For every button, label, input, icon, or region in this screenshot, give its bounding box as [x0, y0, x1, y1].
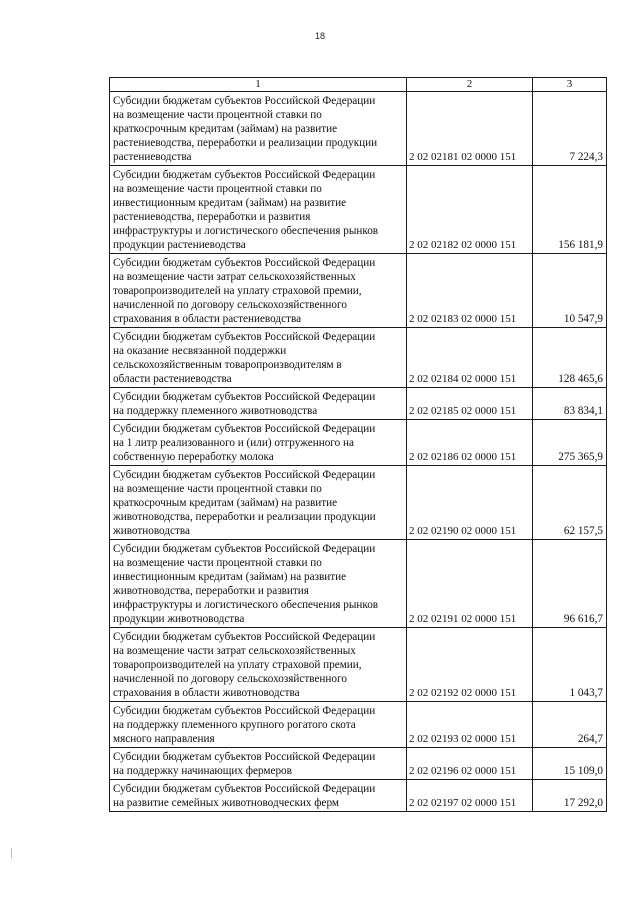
description-line: Субсидии бюджетам субъектов Российской Федерации	[113, 257, 376, 269]
description-line: Субсидии бюджетам субъектов Российской Федерации	[113, 543, 376, 555]
page-number: 18	[314, 31, 325, 41]
row-amount: 83 834,1	[533, 388, 607, 420]
table-row	[110, 420, 607, 466]
row-description	[110, 328, 407, 388]
row-description	[110, 748, 407, 780]
row-code: 2 02 02193 02 0000 151	[407, 702, 533, 748]
row-description	[110, 254, 407, 328]
row-description	[110, 702, 407, 748]
table-row	[110, 254, 607, 328]
row-description	[110, 628, 407, 702]
description-line: мясного направления	[113, 733, 215, 745]
column-header-1: 1	[110, 78, 407, 92]
description-line: товаропроизводителей на уплату страховой премии,	[113, 659, 362, 671]
row-description	[110, 780, 407, 812]
description-line: на возмещение части процентной ставки по	[113, 483, 322, 495]
description-line: инвестиционным кредитам (займам) на развитие	[113, 197, 347, 209]
description-line: начисленной по договору сельскохозяйственного	[113, 299, 347, 311]
row-code: 2 02 02185 02 0000 151	[407, 388, 533, 420]
description-line: инвестиционным кредитам (займам) на развитие	[113, 571, 347, 583]
description-line: краткосрочным кредитам (займам) на развитие	[113, 123, 338, 135]
table-row	[110, 702, 607, 748]
description-line: Субсидии бюджетам субъектов Российской Федерации	[113, 631, 376, 643]
description-line: на развитие семейных животноводческих ферм	[113, 797, 340, 809]
budget-table	[109, 77, 607, 812]
column-header-2: 2	[407, 78, 533, 92]
row-amount: 275 365,9	[533, 420, 607, 466]
description-line: на возмещение части процентной ставки по	[113, 183, 322, 195]
column-header-3: 3	[533, 78, 607, 92]
description-line: страхования в области животноводства	[113, 687, 300, 699]
description-line: Субсидии бюджетам субъектов Российской Федерации	[113, 391, 376, 403]
table-row	[110, 92, 607, 166]
description-line: инфраструктуры и логистического обеспечения рынков	[113, 225, 379, 237]
table-row	[110, 166, 607, 254]
description-line: Субсидии бюджетам субъектов Российской Федерации	[113, 423, 376, 435]
description-line: животноводства, переработки и развития	[113, 585, 309, 597]
description-line: Субсидии бюджетам субъектов Российской Федерации	[113, 751, 376, 763]
table-row	[110, 540, 607, 628]
row-description	[110, 540, 407, 628]
row-amount: 7 224,3	[533, 92, 607, 166]
row-description	[110, 466, 407, 540]
row-description	[110, 92, 407, 166]
description-line: инфраструктуры и логистического обеспечения рынков	[113, 599, 379, 611]
description-line: продукции животноводства	[113, 613, 245, 625]
description-line: на поддержку начинающих фермеров	[113, 765, 292, 777]
description-line: начисленной по договору сельскохозяйственного	[113, 673, 347, 685]
table-row	[110, 748, 607, 780]
row-amount: 10 547,9	[533, 254, 607, 328]
table-header-row	[110, 78, 607, 92]
description-line: на возмещение части затрат сельскохозяйственных	[113, 271, 356, 283]
row-amount: 1 043,7	[533, 628, 607, 702]
description-line: Субсидии бюджетам субъектов Российской Федерации	[113, 469, 376, 481]
description-line: на поддержку племенного крупного рогатого скота	[113, 719, 356, 731]
description-line: продукции растениеводства	[113, 239, 246, 251]
row-amount: 62 157,5	[533, 466, 607, 540]
row-amount: 96 616,7	[533, 540, 607, 628]
description-line: товаропроизводителей на уплату страховой премии,	[113, 285, 362, 297]
table-row	[110, 388, 607, 420]
row-code: 2 02 02186 02 0000 151	[407, 420, 533, 466]
description-line: Субсидии бюджетам субъектов Российской Федерации	[113, 705, 376, 717]
description-line: Субсидии бюджетам субъектов Российской Федерации	[113, 783, 376, 795]
description-line: собственную переработку молока	[113, 451, 274, 463]
table-row	[110, 466, 607, 540]
description-line: растениеводства	[113, 151, 192, 163]
row-description	[110, 166, 407, 254]
description-line: животноводства	[113, 525, 190, 537]
description-line: страхования в области растениеводства	[113, 313, 302, 325]
table-body	[110, 92, 607, 812]
row-code: 2 02 02192 02 0000 151	[407, 628, 533, 702]
row-code: 2 02 02182 02 0000 151	[407, 166, 533, 254]
scan-edge-mark	[11, 848, 12, 858]
description-line: Субсидии бюджетам субъектов Российской Федерации	[113, 95, 376, 107]
description-line: краткосрочным кредитам (займам) на развитие	[113, 497, 338, 509]
table-row	[110, 780, 607, 812]
row-amount: 128 465,6	[533, 328, 607, 388]
description-line: на оказание несвязанной поддержки	[113, 345, 287, 357]
row-code: 2 02 02184 02 0000 151	[407, 328, 533, 388]
row-amount: 156 181,9	[533, 166, 607, 254]
row-description	[110, 420, 407, 466]
description-line: Субсидии бюджетам субъектов Российской Федерации	[113, 331, 376, 343]
description-line: Субсидии бюджетам субъектов Российской Федерации	[113, 169, 376, 181]
description-line: на возмещение части процентной ставки по	[113, 557, 322, 569]
description-line: на 1 литр реализованного и (или) отгруженного на	[113, 437, 354, 449]
table-row	[110, 328, 607, 388]
table-row	[110, 628, 607, 702]
row-amount: 17 292,0	[533, 780, 607, 812]
description-line: области растениеводства	[113, 373, 232, 385]
row-amount: 15 109,0	[533, 748, 607, 780]
row-code: 2 02 02190 02 0000 151	[407, 466, 533, 540]
row-amount: 264,7	[533, 702, 607, 748]
description-line: на поддержку племенного животноводства	[113, 405, 318, 417]
row-description	[110, 388, 407, 420]
description-line: сельскохозяйственным товаропроизводителям в	[113, 359, 342, 371]
description-line: растениеводства, переработки и реализации продукции	[113, 137, 378, 149]
description-line: животноводства, переработки и реализации продукции	[113, 511, 376, 523]
row-code: 2 02 02183 02 0000 151	[407, 254, 533, 328]
description-line: на возмещение части затрат сельскохозяйственных	[113, 645, 356, 657]
row-code: 2 02 02191 02 0000 151	[407, 540, 533, 628]
description-line: растениеводства, переработки и развития	[113, 211, 311, 223]
row-code: 2 02 02181 02 0000 151	[407, 92, 533, 166]
row-code: 2 02 02196 02 0000 151	[407, 748, 533, 780]
description-line: на возмещение части процентной ставки по	[113, 109, 322, 121]
row-code: 2 02 02197 02 0000 151	[407, 780, 533, 812]
